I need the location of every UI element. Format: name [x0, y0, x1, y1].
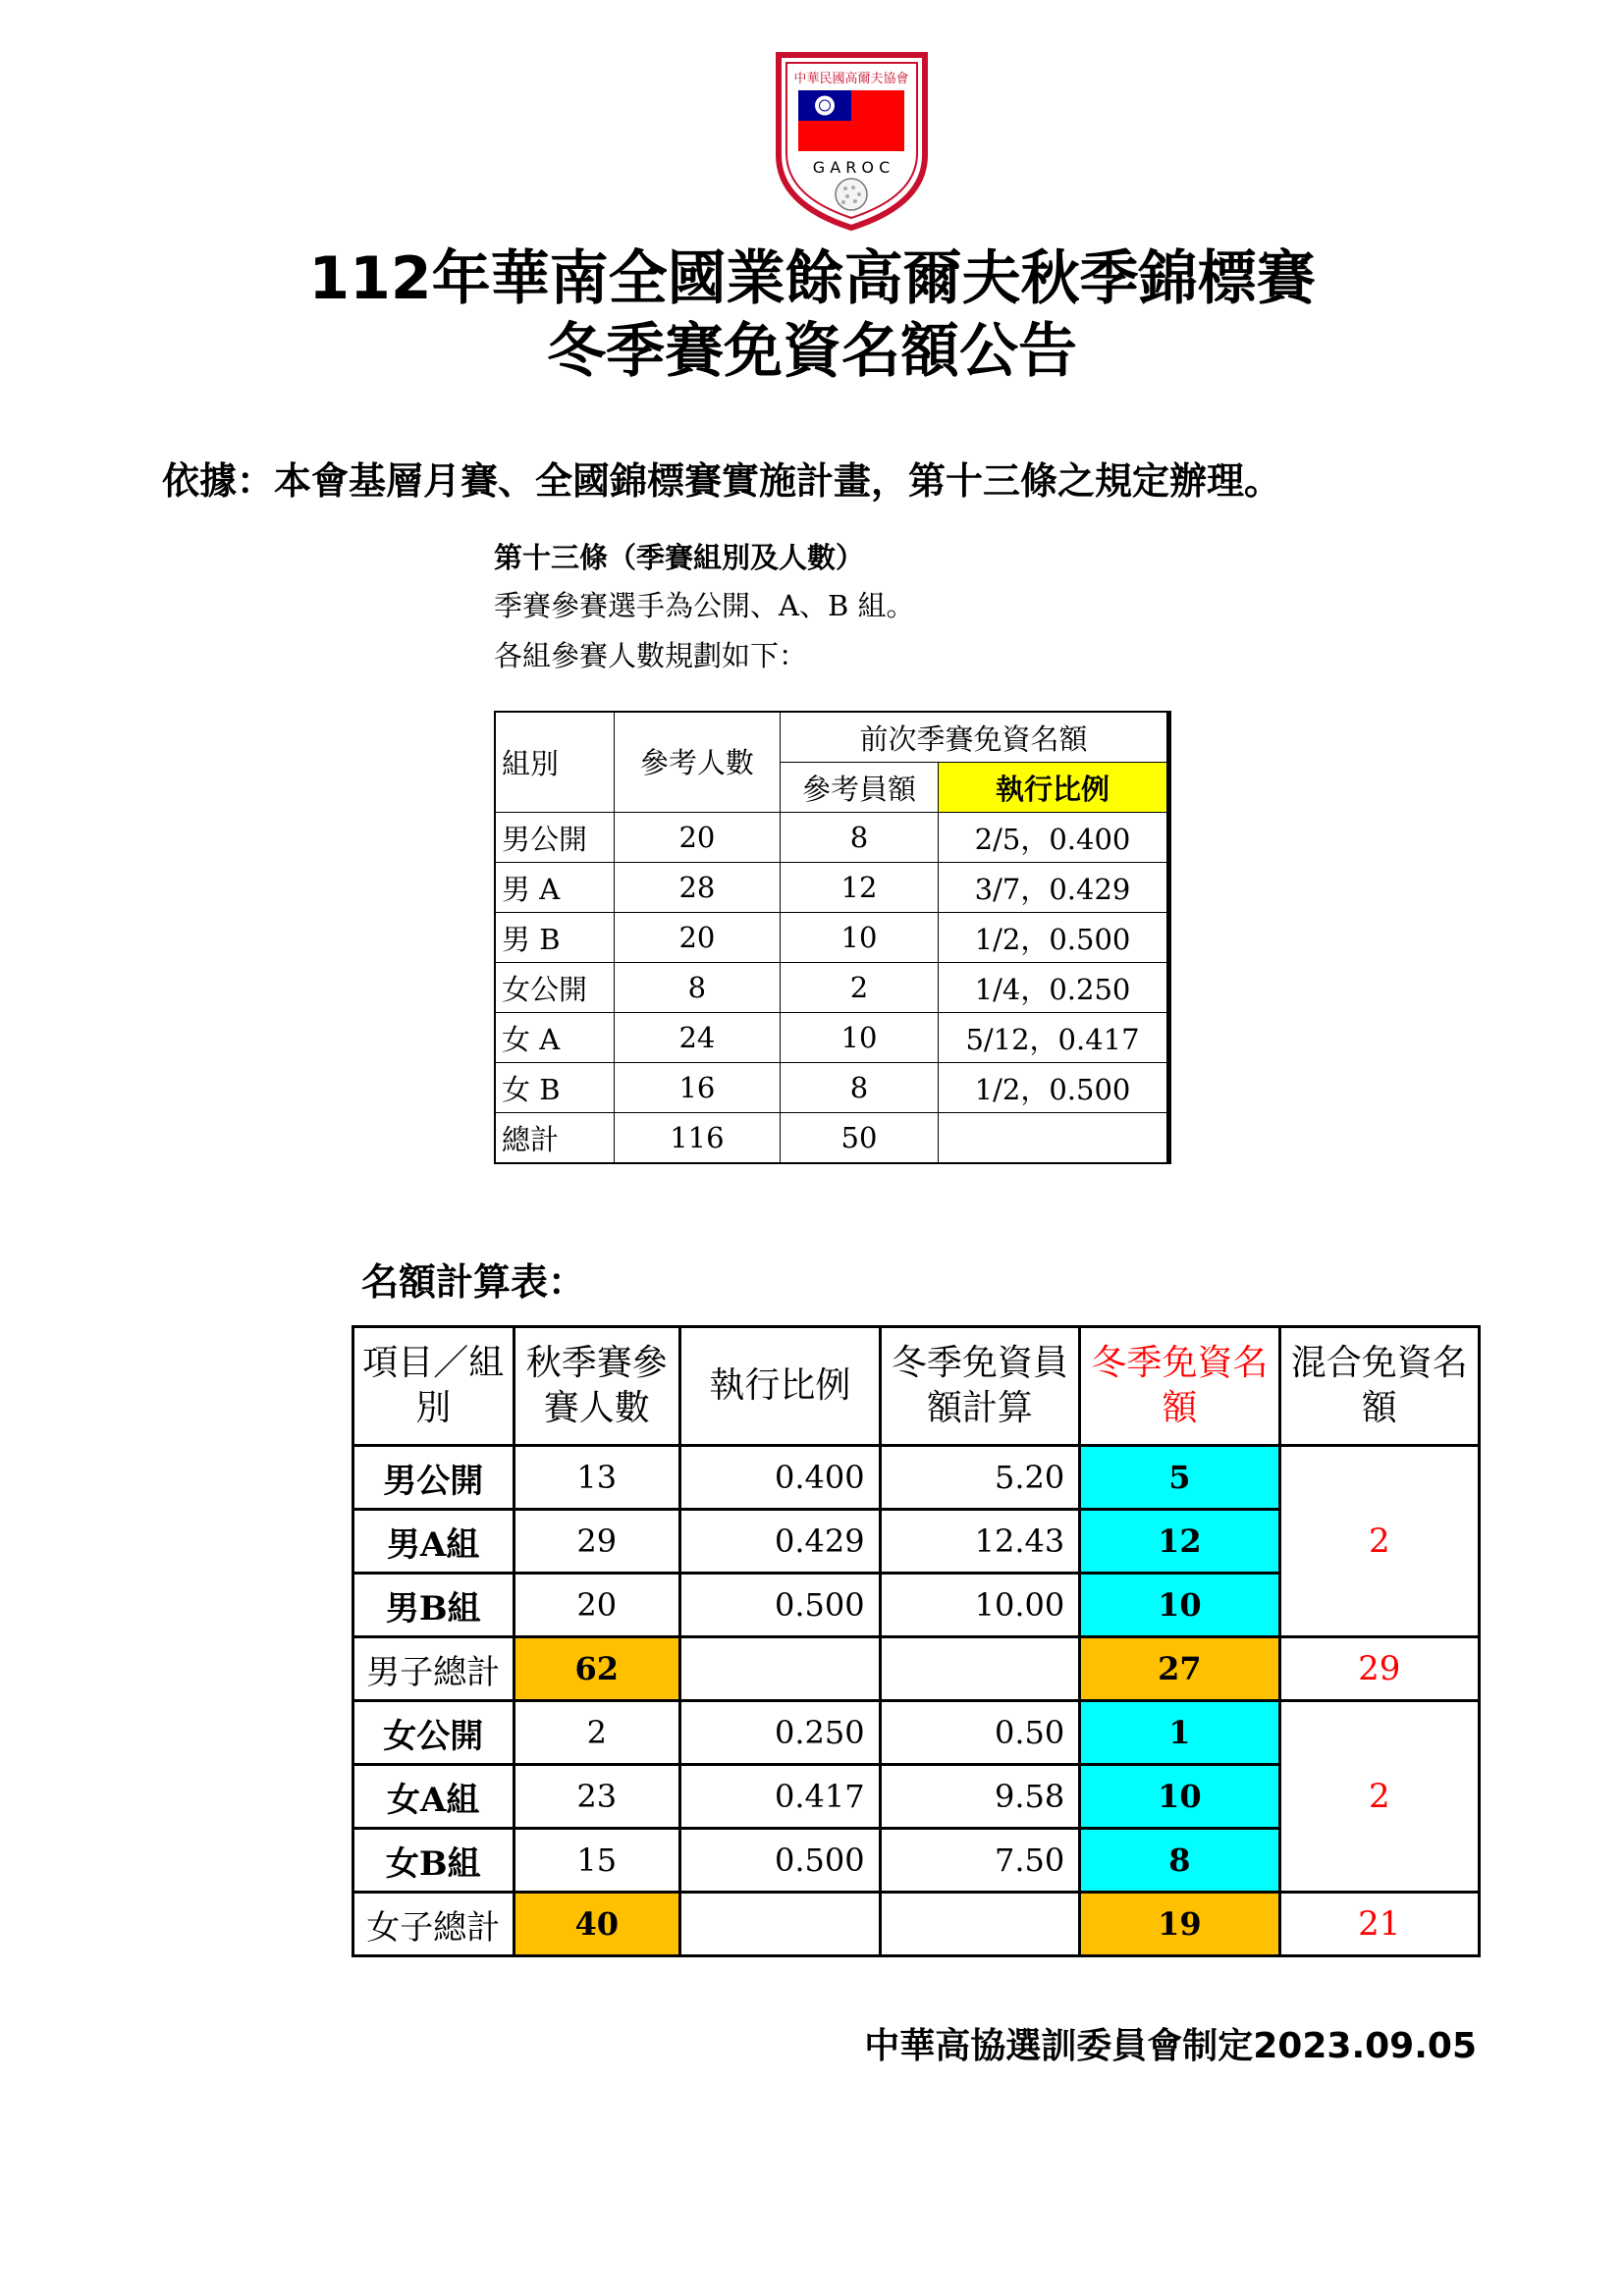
- ref-cell-count: 8: [614, 963, 780, 1013]
- calc-cell-quota: 8: [1080, 1829, 1279, 1893]
- flag-icon: [798, 90, 904, 151]
- ref-cell-group: 女 B: [495, 1063, 614, 1113]
- ref-header-prev-quota: 前次季賽免資名額: [780, 712, 1168, 763]
- calc-cell-quota: 1: [1080, 1701, 1279, 1765]
- calc-cell-ratio: [680, 1893, 881, 1956]
- calc-header-row: [353, 1327, 1480, 1446]
- calc-cell-players: 29: [514, 1510, 680, 1574]
- calc-cell-calc: 12.43: [880, 1510, 1080, 1574]
- ref-cell-group: 女公開: [495, 963, 614, 1013]
- logo-bottom-text: G A R O C: [812, 158, 891, 177]
- ref-cell-quota: 50: [780, 1113, 938, 1164]
- ref-cell-ratio: 1/2，0.500: [939, 913, 1169, 963]
- calc-cell-ratio: 0.400: [680, 1446, 881, 1510]
- table-row: [495, 813, 1169, 863]
- calc-cell-calc: 10.00: [880, 1574, 1080, 1637]
- clause-title: 第十三條（季賽組別及人數）: [494, 541, 865, 574]
- table-row: [495, 1063, 1169, 1113]
- calc-cell-players: 62: [514, 1637, 680, 1701]
- basis-statement: 依據：本會基層月賽、全國錦標賽實施計畫，第十三條之規定辦理。: [162, 459, 1282, 503]
- calc-cell-group: 男B組: [353, 1574, 514, 1637]
- calc-cell-mixed-men: 2: [1279, 1446, 1479, 1637]
- ref-header-group: 組別: [495, 712, 614, 813]
- calc-cell-calc: 5.20: [880, 1446, 1080, 1510]
- ref-header-ratio: 執行比例: [939, 763, 1169, 813]
- ref-cell-count: 28: [614, 863, 780, 913]
- ref-cell-ratio: 5/12，0.417: [939, 1013, 1169, 1063]
- calc-cell-group: 男A組: [353, 1510, 514, 1574]
- garoc-logo: [771, 47, 933, 234]
- quota-calculation-table: [352, 1325, 1481, 1957]
- golf-ball-icon: [836, 179, 867, 210]
- logo-top-text: 中華民國高爾夫協會: [793, 72, 909, 86]
- calc-cell-calc: 7.50: [880, 1829, 1080, 1893]
- clause-line-1: 季賽參賽選手為公開、A、B 組。: [494, 589, 915, 622]
- table-row: [495, 913, 1169, 963]
- calc-cell-ratio: 0.417: [680, 1765, 881, 1829]
- table-row: [495, 1113, 1169, 1164]
- ref-cell-quota: 10: [780, 1013, 938, 1063]
- calc-cell-group: 女B組: [353, 1829, 514, 1893]
- calc-cell-calc: [880, 1637, 1080, 1701]
- ref-cell-group: 總計: [495, 1113, 614, 1164]
- page-title: 112年華南全國業餘高爾夫秋季錦標賽: [308, 244, 1316, 313]
- table-row-total: [353, 1637, 1480, 1701]
- calc-table-title: 名額計算表：: [361, 1260, 586, 1304]
- reference-quota-table: [494, 711, 1171, 1164]
- ref-cell-ratio: 1/4，0.250: [939, 963, 1169, 1013]
- ref-cell-ratio: 2/5，0.400: [939, 813, 1169, 863]
- calc-cell-quota: 5: [1080, 1446, 1279, 1510]
- ref-cell-ratio: [939, 1113, 1169, 1164]
- ref-cell-group: 女 A: [495, 1013, 614, 1063]
- calc-cell-calc: 0.50: [880, 1701, 1080, 1765]
- calc-cell-quota: 27: [1080, 1637, 1279, 1701]
- ref-cell-ratio: 3/7，0.429: [939, 863, 1169, 913]
- ref-cell-quota: 10: [780, 913, 938, 963]
- ref-cell-count: 20: [614, 813, 780, 863]
- calc-header-mixed: 混合免資名額: [1279, 1327, 1479, 1446]
- ref-header-row: [495, 712, 1169, 763]
- calc-cell-players: 13: [514, 1446, 680, 1510]
- calc-cell-ratio: 0.500: [680, 1829, 881, 1893]
- calc-cell-calc: [880, 1893, 1080, 1956]
- calc-cell-quota: 10: [1080, 1765, 1279, 1829]
- calc-cell-group: 女公開: [353, 1701, 514, 1765]
- calc-header-ratio: 執行比例: [680, 1327, 881, 1446]
- calc-cell-players: 15: [514, 1829, 680, 1893]
- ref-header-count: 參考人數: [614, 712, 780, 813]
- calc-cell-quota: 19: [1080, 1893, 1279, 1956]
- calc-header-item: 項目／組別: [353, 1327, 514, 1446]
- ref-cell-group: 男 B: [495, 913, 614, 963]
- calc-cell-players: 2: [514, 1701, 680, 1765]
- calc-cell-ratio: [680, 1637, 881, 1701]
- footer-signature: 中華高協選訓委員會制定2023.09.05: [864, 2026, 1477, 2066]
- ref-cell-ratio: 1/2，0.500: [939, 1063, 1169, 1113]
- calc-cell-group: 女A組: [353, 1765, 514, 1829]
- table-row: [353, 1701, 1480, 1765]
- ref-cell-group: 男公開: [495, 813, 614, 863]
- ref-header-ref-quota: 參考員額: [780, 763, 938, 813]
- calc-cell-players: 40: [514, 1893, 680, 1956]
- table-row: [353, 1446, 1480, 1510]
- calc-cell-quota: 12: [1080, 1510, 1279, 1574]
- calc-cell-group: 女子總計: [353, 1893, 514, 1956]
- calc-header-winter: 冬季免資名額: [1080, 1327, 1279, 1446]
- ref-cell-quota: 8: [780, 813, 938, 863]
- calc-cell-group: 男公開: [353, 1446, 514, 1510]
- calc-cell-ratio: 0.429: [680, 1510, 881, 1574]
- calc-header-calc: 冬季免資員額計算: [880, 1327, 1080, 1446]
- calc-cell-group: 男子總計: [353, 1637, 514, 1701]
- calc-cell-quota: 10: [1080, 1574, 1279, 1637]
- ref-cell-count: 24: [614, 1013, 780, 1063]
- ref-cell-quota: 2: [780, 963, 938, 1013]
- ref-cell-quota: 8: [780, 1063, 938, 1113]
- table-row: [495, 963, 1169, 1013]
- ref-cell-count: 20: [614, 913, 780, 963]
- page-subtitle: 冬季賽免資名額公告: [547, 317, 1077, 386]
- table-row: [495, 863, 1169, 913]
- ref-cell-count: 116: [614, 1113, 780, 1164]
- clause-line-2: 各組參賽人數規劃如下：: [494, 639, 808, 672]
- calc-cell-mixed-women: 2: [1279, 1701, 1479, 1893]
- calc-cell-ratio: 0.500: [680, 1574, 881, 1637]
- ref-cell-count: 16: [614, 1063, 780, 1113]
- calc-cell-total: 21: [1279, 1893, 1479, 1956]
- calc-cell-total: 29: [1279, 1637, 1479, 1701]
- table-row: [495, 1013, 1169, 1063]
- table-row-total: [353, 1893, 1480, 1956]
- calc-cell-calc: 9.58: [880, 1765, 1080, 1829]
- ref-cell-quota: 12: [780, 863, 938, 913]
- calc-cell-ratio: 0.250: [680, 1701, 881, 1765]
- calc-header-autumn: 秋季賽參賽人數: [514, 1327, 680, 1446]
- calc-cell-players: 23: [514, 1765, 680, 1829]
- ref-cell-group: 男 A: [495, 863, 614, 913]
- calc-cell-players: 20: [514, 1574, 680, 1637]
